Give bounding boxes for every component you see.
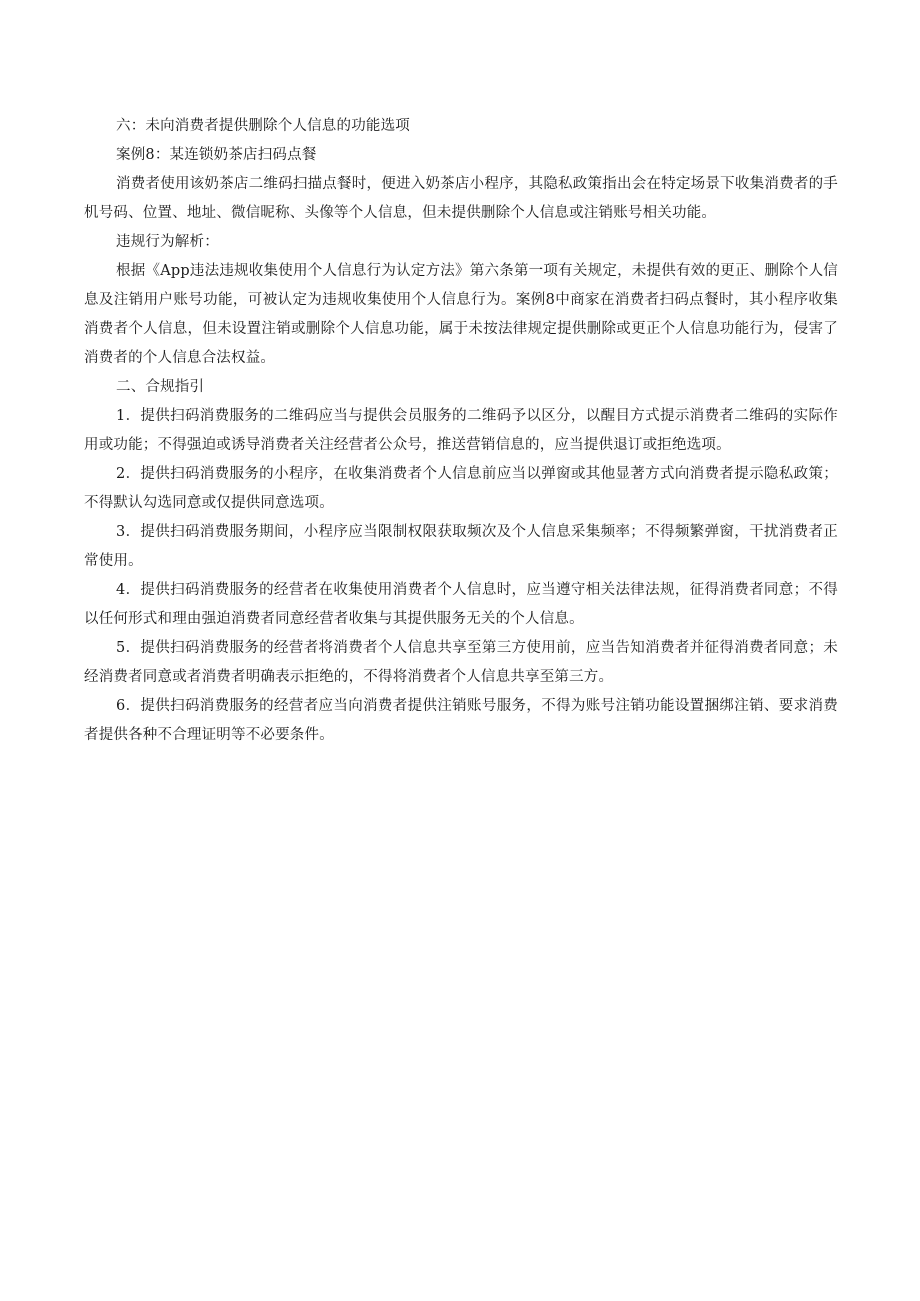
analysis-text: 根据《App违法违规收集使用个人信息行为认定方法》第六条第一项有关规定，未提供有效的更正、删除个人信息及注销用户账号功能，可被认定为违规收集使用个人信息行为。案例8中商家在消费者扫码点餐时，其小程序收集消费者个人信息，但未设置注销或删除个人信息功能，属于未按法律规定提供删除或更正个人信息功能行为，侵害了消费者的个人信息合法权益。 <box>84 263 838 366</box>
guidance-item-1: 1．提供扫码消费服务的二维码应当与提供会员服务的二维码予以区分，以醒目方式提示消费者二维码的实际作用或功能；不得强迫或诱导消费者关注经营者公众号，推送营销信息的，应当提供退订或拒绝选项。 <box>84 408 838 453</box>
guidance-item-4: 4．提供扫码消费服务的经营者在收集使用消费者个人信息时，应当遵守相关法律法规，征得消费者同意；不得以任何形式和理由强迫消费者同意经营者收集与其提供服务无关的个人信息。 <box>84 582 838 627</box>
guidance-item-6: 6．提供扫码消费服务的经营者应当向消费者提供注销账号服务，不得为账号注销功能设置捆绑注销、要求消费者提供各种不合理证明等不必要条件。 <box>84 698 838 743</box>
document-body <box>84 112 838 750</box>
guidance-heading: 二、合规指引 <box>116 379 205 395</box>
guidance-item-3: 3．提供扫码消费服务期间，小程序应当限制权限获取频次及个人信息采集频率；不得频繁弹窗，干扰消费者正常使用。 <box>84 524 838 569</box>
guidance-item-2: 2．提供扫码消费服务的小程序，在收集消费者个人信息前应当以弹窗或其他显著方式向消费者提示隐私政策；不得默认勾选同意或仅提供同意选项。 <box>84 466 838 511</box>
guidance-item-5: 5．提供扫码消费服务的经营者将消费者个人信息共享至第三方使用前，应当告知消费者并征得消费者同意；未经消费者同意或者消费者明确表示拒绝的，不得将消费者个人信息共享至第三方。 <box>84 640 838 685</box>
case-description: 消费者使用该奶茶店二维码扫描点餐时，便进入奶茶店小程序，其隐私政策指出会在特定场景下收集消费者的手机号码、位置、地址、微信昵称、头像等个人信息，但未提供删除个人信息或注销账号相关功能。 <box>84 176 838 221</box>
case-title: 案例8：某连锁奶茶店扫码点餐 <box>116 147 317 163</box>
section-heading-six: 六：未向消费者提供删除个人信息的功能选项 <box>116 118 410 134</box>
analysis-heading: 违规行为解析： <box>116 234 219 250</box>
